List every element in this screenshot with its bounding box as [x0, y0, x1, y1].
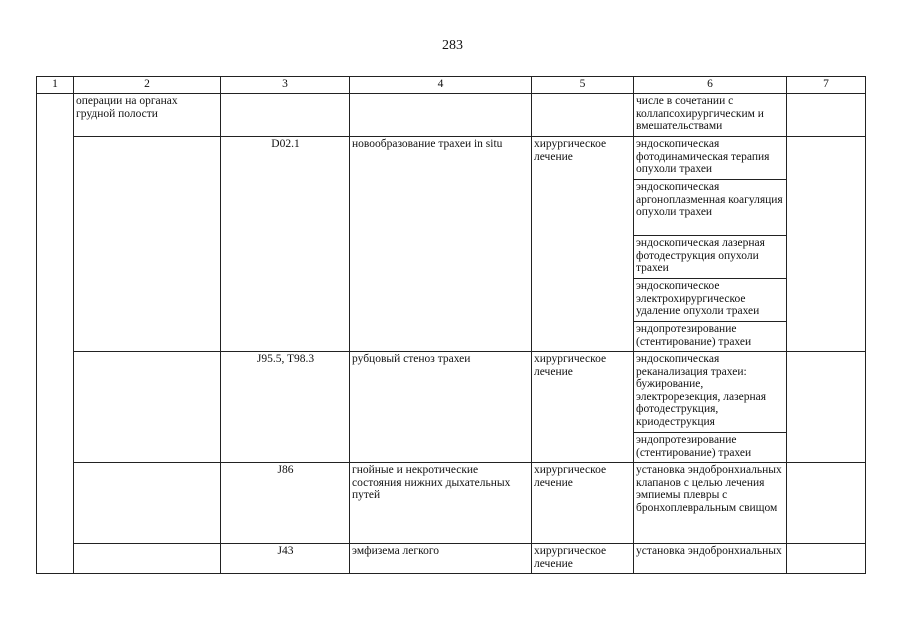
method-cell: числе в сочетании с коллапсохирургическим и вмешательствами: [634, 94, 787, 137]
table-row: [37, 137, 866, 180]
method-cell: эндопротезирование (стентирование) трахеи: [634, 322, 787, 352]
section-name-cell-empty: [74, 352, 221, 463]
header-col-2: 2: [74, 77, 221, 94]
code-cell: J43: [221, 544, 350, 574]
treatment-cell: хирургическое лечение: [532, 352, 634, 463]
code-cell: D02.1: [221, 137, 350, 352]
header-row: [37, 77, 866, 94]
method-cell: эндоскопическая аргоноплазменная коагуляция опухоли трахеи: [634, 180, 787, 236]
header-col-6: 6: [634, 77, 787, 94]
treatment-cell: хирургическое лечение: [532, 544, 634, 574]
code-cell-empty: [221, 94, 350, 137]
col7-cell: [787, 544, 866, 574]
section-name-cell-empty: [74, 463, 221, 544]
col7-cell: [787, 94, 866, 137]
header-col-1: 1: [37, 77, 74, 94]
header-col-7: 7: [787, 77, 866, 94]
table-row: [37, 352, 866, 433]
method-cell: эндоскопическое электрохирургическое удаление опухоли трахеи: [634, 279, 787, 322]
section-name-cell: операции на органах грудной полости: [74, 94, 221, 137]
table-row: [37, 463, 866, 544]
method-cell: установка эндобронхиальных: [634, 544, 787, 574]
col7-cell: [787, 463, 866, 544]
col7-cell: [787, 137, 866, 352]
diagnosis-cell: новообразование трахеи in situ: [350, 137, 532, 352]
diagnosis-cell-empty: [350, 94, 532, 137]
method-cell: эндопротезирование (стентирование) трахеи: [634, 433, 787, 463]
method-cell: эндоскопическая реканализация трахеи: бужирование, электрорезекция, лазерная фотодеструкция, криодеструкция: [634, 352, 787, 433]
col7-cell: [787, 352, 866, 463]
treatment-cell: хирургическое лечение: [532, 463, 634, 544]
section-name-cell-empty: [74, 137, 221, 352]
header-col-5: 5: [532, 77, 634, 94]
table-row: [37, 544, 866, 574]
procedures-table: [36, 76, 866, 574]
method-cell: эндоскопическая лазерная фотодеструкция опухоли трахеи: [634, 236, 787, 279]
col1-cell: [37, 94, 74, 574]
section-name-cell-empty: [74, 544, 221, 574]
header-col-4: 4: [350, 77, 532, 94]
page-number: 283: [442, 38, 463, 53]
diagnosis-cell: гнойные и некротические состояния нижних дыхательных путей: [350, 463, 532, 544]
method-cell: эндоскопическая фотодинамическая терапия опухоли трахеи: [634, 137, 787, 180]
treatment-cell: хирургическое лечение: [532, 137, 634, 352]
treatment-cell-empty: [532, 94, 634, 137]
table-row: [37, 94, 866, 137]
method-cell: установка эндобронхиальных клапанов с целью лечения эмпиемы плевры с бронхоплевральным свищом: [634, 463, 787, 544]
diagnosis-cell: рубцовый стеноз трахеи: [350, 352, 532, 463]
code-cell: J86: [221, 463, 350, 544]
diagnosis-cell: эмфизема легкого: [350, 544, 532, 574]
header-col-3: 3: [221, 77, 350, 94]
code-cell: J95.5, T98.3: [221, 352, 350, 463]
